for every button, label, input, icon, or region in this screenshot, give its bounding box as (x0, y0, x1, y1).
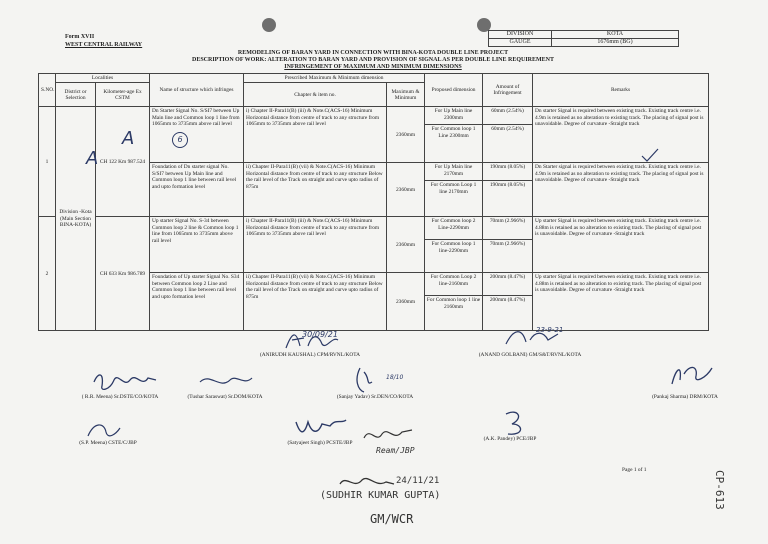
header-localities: Localities (56, 74, 150, 83)
header-proposed: Proposed dimension (425, 74, 483, 107)
header-maxmin: Maximum & Minimum (387, 83, 425, 107)
date-handwritten: 30/09/21 (302, 330, 338, 339)
proposed-value: For Up Main line 2300mm (425, 107, 482, 125)
structure-cell: Foundation of Up starter Signal No. S34 between Common loop 2 Line and Common loop 1 line between rail level and upto formation level (150, 273, 244, 331)
proposed-value: For Common loop 2 Line-2290mm (425, 217, 482, 240)
remarks-cell: Up starter Signal is required between existing track. Existing track centre i.e. 4.88m is retained as no alteration to existing track. The placing of signal post is unavoidable. Degree of curvature -Straight track (533, 273, 709, 331)
form-number: Form XVII (65, 34, 95, 40)
amount-cell (483, 273, 533, 331)
division-table (488, 30, 679, 47)
division-label: DIVISION (489, 31, 552, 39)
header-sno: S.NO. (39, 74, 56, 107)
signatory-ak-pandey: (A.K. Pandey) PCE/JBP (483, 436, 537, 442)
header-km: Kilometer-age Ex CSTM (96, 83, 150, 107)
header-district: District or Selection (56, 83, 96, 107)
final-date: 24/11/21 (396, 476, 440, 486)
signatory-anirudh: (ANIRUDH KAUSHAL) CPM/RVNL/KOTA (259, 352, 361, 358)
signatory-anand: (ANAND GOLBANI) GM/S&T/RVNL/KOTA (478, 352, 582, 358)
amount-value: 70mm (2.966%) (483, 217, 532, 240)
amount-value: 190mm (8.05%) (483, 163, 532, 181)
gauge-value: 1676mm (BG) (552, 39, 679, 47)
signature-pankaj (666, 360, 716, 388)
infringement-table (38, 73, 709, 331)
chapter-cell: i) Chapter II-Para11(B) (iii) & Note.C(ACS-16) Minimum Horizontal distance from centre of track to any structure from 1065mm to 3735mm above rail level (244, 107, 387, 163)
remarks-cell: Up starter Signal is required between existing track. Existing track centre i.e. 4.88m is retained as no alteration to existing track. The placing of signal post is unavoidable. Degree of curvature -Straight track (533, 217, 709, 273)
structure-cell: Foundation of Dn starter signal No. S/SI7 between Up Main line and Common loop 1 line between rail level and upto formation level (150, 163, 244, 217)
railway-name: WEST CENTRAL RAILWAY (65, 42, 143, 48)
amount-cell (483, 163, 533, 217)
amount-value: 190mm (8.05%) (489, 182, 526, 189)
amount-value: 200mm (8.47%) (483, 273, 532, 296)
maxmin-cell: 2360mm (387, 273, 425, 331)
date-handwritten: 18/10 (386, 374, 404, 381)
header-structure: Name of structure which infringes (150, 74, 244, 107)
signature-sp-meena (84, 418, 124, 442)
maxmin-cell: 2360mm (387, 163, 425, 217)
division-value: KOTA (552, 31, 679, 39)
amount-cell (483, 107, 533, 163)
page-number: Page 1 of 1 (622, 467, 647, 473)
amount-value: 60mm (2.54%) (491, 126, 524, 133)
km-cell: CH 122 Km 987.524 (96, 107, 150, 217)
proposed-value: For Up Main line 2170mm (425, 163, 482, 181)
handwritten-a: A (86, 148, 99, 169)
date-handwritten: 23-9-21 (536, 326, 564, 334)
signature-ak-pandey (500, 408, 530, 438)
remarks-cell: Dn starter Signal is required between existing track. Existing track centre i.e. 4.9m is retained as no alteration to existing track. The placing of signal post is unavoidable. Degree of curvature -Straight track (533, 107, 709, 163)
proposed-value: For Common loop 1 Line 2300mm (431, 126, 476, 139)
title-line-1: REMODELING OF BARAN YARD IN CONNECTION WITH BINA-KOTA DOUBLE LINE PROJECT (237, 50, 509, 56)
signatory-pankaj: (Pankaj Sharma) DRM/KOTA (652, 394, 718, 400)
gauge-label: GAUGE (489, 39, 552, 47)
signature-meena (90, 368, 160, 394)
signatory-sanjay: (Sanjay Yadav) Sr.DEN/CO/KOTA (336, 394, 414, 400)
tick-mark (640, 148, 660, 162)
chapter-cell: ii) Chapter II-Para11(B) (vii) & Note.C(ACS-16) Minimum Horizontal distance from centre of track to any structure Below the rail level of the Track on straight and curve upto radius of 875m (244, 273, 387, 331)
proposed-value: For Common Loop 1 line 2170mm (430, 182, 477, 195)
signature-tushar (196, 372, 256, 392)
header-amount: Amount of Infringement (483, 74, 533, 107)
amount-value: 200mm (8.47%) (489, 297, 526, 304)
signatory-tushar: (Tushar Saraswat) Sr.DOM/KOTA (187, 394, 263, 400)
amount-value: 70mm (2.966%) (489, 241, 526, 248)
final-title: GM/WCR (370, 512, 414, 526)
handwritten-a: A (122, 128, 135, 149)
proposed-cell (425, 273, 483, 331)
sno-cell: 1 (39, 107, 56, 217)
signatory-satyajeet: (Satyajeet Singh) PCSTE/JBP (287, 440, 353, 446)
chapter-cell: i) Chapter II-Para11(B) (iii) & Note.C(ACS-16) Minimum Horizontal distance from centre of track to any structure from 1065mm to 3735mm above rail level (244, 217, 387, 273)
signature-pcee (360, 424, 416, 446)
signatory-rr-meena: ( R.R. Meena) Sr.DSTE/CO/KOTA (81, 394, 159, 400)
final-name: (SUDHIR KUMAR GUPTA) (320, 490, 441, 501)
structure-cell: Up starter Signal No. S-34 between Common loop 2 line & Common loop 1 line from 1065mm to 3735mm above rail level (150, 217, 244, 273)
sno-cell: 2 (39, 217, 56, 331)
title-line-3: INFRINGEMENT OF MAXIMUM AND MINIMUM DIMENSIONS (284, 64, 462, 70)
title-line-2: DESCRIPTION OF WORK: ALTERATION TO BARAN YARD AND PROVISION OF SIGNAL AS PER DOUBLE LINE REQUIREMENT (191, 57, 554, 63)
proposed-cell (425, 217, 483, 273)
maxmin-cell: 2360mm (387, 217, 425, 273)
punch-hole (262, 18, 276, 32)
division-cell: Division -Kota (Main Section BINA-KOTA) (56, 107, 96, 331)
amount-value: 60mm (2.54%) (483, 107, 532, 125)
proposed-cell (425, 107, 483, 163)
maxmin-cell: 2360mm (387, 107, 425, 163)
header-chapter: Chapter & item no. (244, 83, 387, 107)
proposed-value: For Common Loop 2 line-2160mm (425, 273, 482, 296)
proposed-value: For Common loop 1 line 2160mm (426, 297, 481, 310)
proposed-cell (425, 163, 483, 217)
header-prescribed: Prescribed Maximum & Minimum dimension (244, 74, 425, 83)
circle-mark: 6 (172, 132, 188, 148)
remarks-cell: Dn Starter signal is required between existing track. Existing track centre i.e. 4.9m is retained as no alteration to existing track. The placing of signal post is unavoidable. Degree of curvature -Straight track (533, 163, 709, 217)
km-cell: CH 633 Km 986.789 (96, 217, 150, 331)
chapter-cell: ii) Chapter II-Para11(B) (vii) & Note.C(ACS-16) Minimum Horizontal distance from centre of track to any structure Below the rail level of the Track on straight and curve upto radius of 875m (244, 163, 387, 217)
proposed-value: For Common loop 1 line-2290mm (431, 241, 476, 254)
handwritten-note: Ream/JBP (376, 446, 415, 455)
amount-cell (483, 217, 533, 273)
signatory-sp-meena: (S.P. Meena) CSTE/C/JBP (79, 440, 137, 446)
signature-sanjay (346, 366, 386, 394)
header-remarks: Remarks (533, 74, 709, 107)
signature-gm (336, 472, 396, 492)
structure-cell: Dn Starter Signal No. S/SI7 between Up Main line and Common loop 1 line from 1065mm to 3735mm above rail level (150, 107, 244, 163)
signature-satyajeet (290, 414, 350, 440)
side-note: CP-613 (713, 470, 726, 510)
